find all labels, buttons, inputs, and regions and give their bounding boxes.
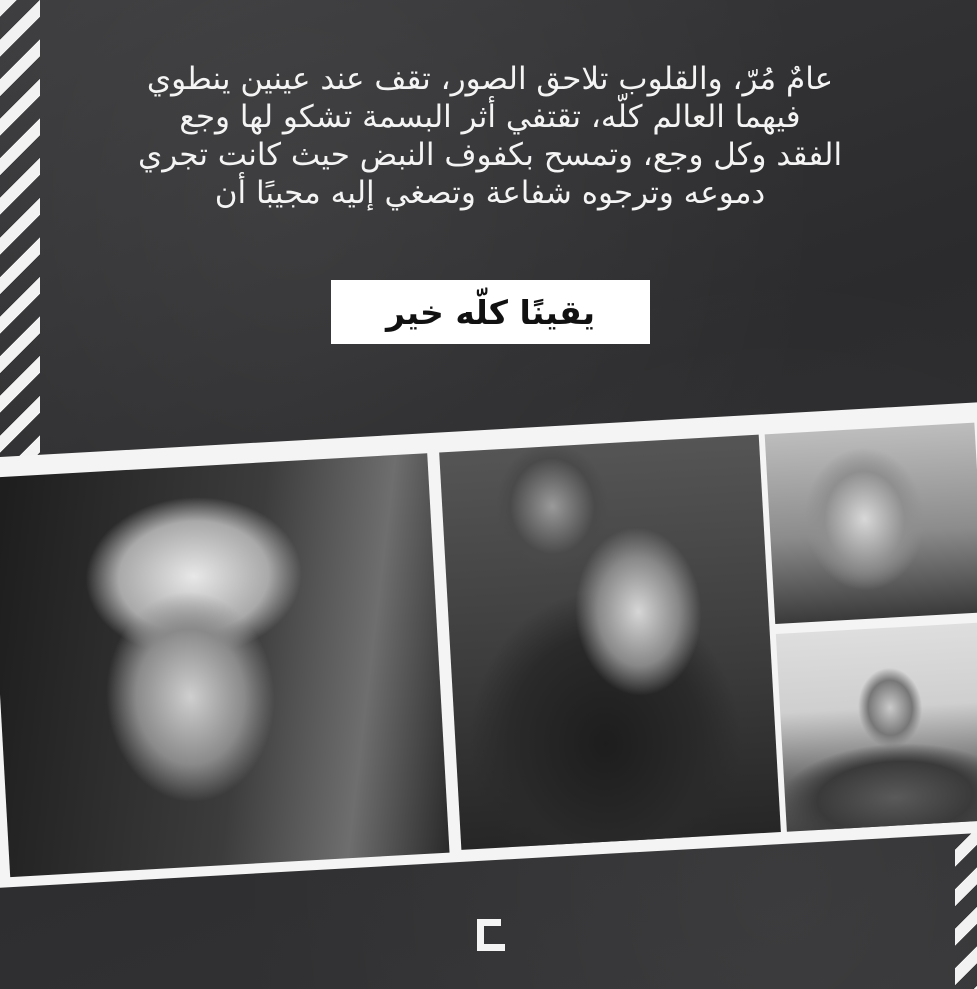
quote-line-3: الفقد وكل وجع، وتمسح بكفوف النبض حيث كانت تجري [137, 137, 843, 173]
quote-line-1: عامٌ مُرّ، والقلوب تلاحق الصور، تقف عند عينين ينطوي [146, 61, 834, 97]
embrace-photo [439, 435, 781, 850]
portrait-photo [0, 453, 450, 877]
quote-line-2: فيهما العالم كلّه، تقتفي أثر البسمة تشكو لها وجع [179, 99, 801, 135]
quote-line-4: دموعه وترجوه شفاعة وتصغي إليه مجيبًا أن [214, 175, 766, 211]
group-photo [776, 622, 977, 831]
left-stripes-decoration [0, 0, 40, 470]
closeup-photo [765, 423, 977, 624]
bracket-logo-icon [471, 915, 511, 955]
tagline-text: يقينًا كلّه خير [386, 292, 595, 332]
photo-collage [0, 402, 977, 888]
right-stripes-decoration [955, 810, 977, 989]
quote-text [60, 60, 920, 212]
tagline-box [331, 280, 650, 344]
